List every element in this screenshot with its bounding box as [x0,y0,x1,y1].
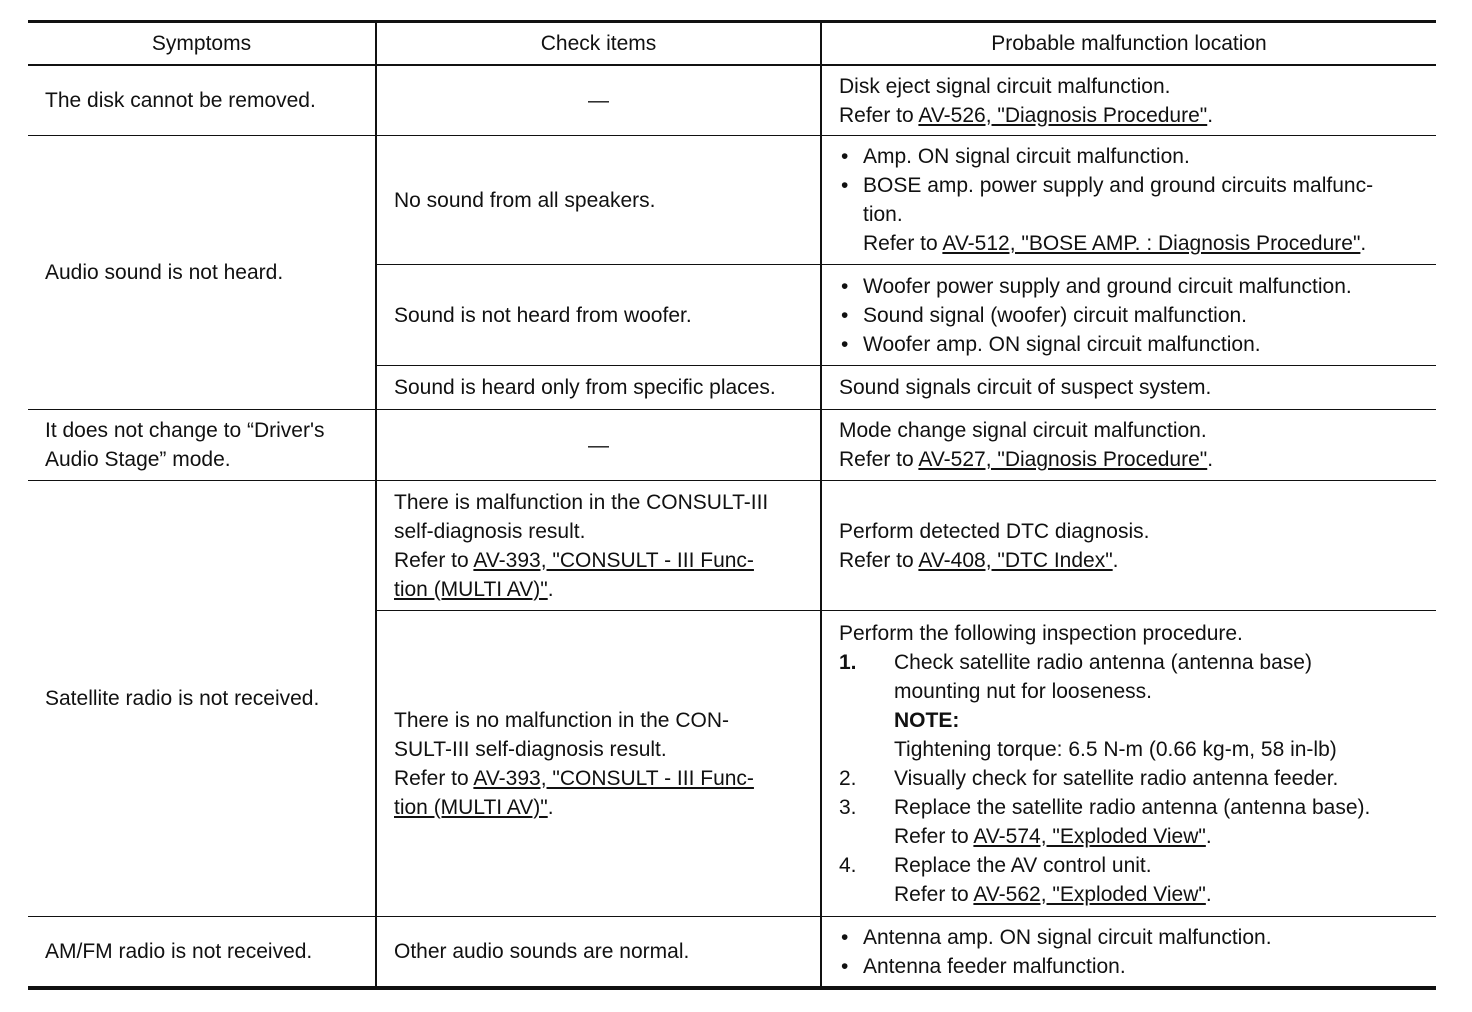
bullet-icon: • [841,954,849,978]
row5-location [822,917,1436,986]
row2-symptom [28,136,375,409]
note-text: Tightening torque: 6.5 N-m (0.66 kg-m, 58 in-lb) [894,737,1337,761]
ref-suffix: . [547,795,554,819]
bullet-item [839,142,1436,171]
ref-prefix: Refer to [839,548,919,572]
bullet-item [839,301,1436,330]
reference-line [839,546,1436,575]
procedure-step [839,851,1436,880]
header-check-items-label: Check items [540,32,657,55]
ref-link[interactable]: tion (MULTI AV)" [394,577,548,601]
ref-prefix: Refer to [394,766,474,790]
ref-suffix: . [1207,448,1214,471]
ref-prefix: Refer to [394,548,474,572]
bullet-text: Woofer amp. ON signal circuit malfunction. [863,332,1261,356]
bullet-item [839,952,1436,981]
row2a-location [822,136,1436,264]
ref-prefix: Refer to [863,232,943,255]
ref-link[interactable]: AV-393, "CONSULT - III Func- [473,548,754,572]
header-location [822,23,1436,64]
row5-symptom [28,917,375,986]
em-dash: — [588,89,609,112]
step-number: 4. [839,853,857,877]
bullet-text: BOSE amp. power supply and ground circuits malfunc- [863,174,1374,197]
ref-prefix: Refer to [839,103,919,127]
table-bottom-rule [28,986,1436,990]
check-text: Other audio sounds are normal. [394,940,690,963]
reference-line [394,764,820,793]
row4a-check [377,481,820,610]
row2b-check [377,265,820,365]
ref-prefix: Refer to [894,882,974,906]
check-text: Sound is not heard from woofer. [394,303,692,327]
check-text: There is no malfunction in the CON- [394,708,729,732]
row3-symptom [28,410,375,480]
row2c-location [822,366,1436,409]
reference-line [839,445,1436,474]
procedure-step [839,793,1436,822]
step-continuation: mounting nut for looseness. [894,679,1152,703]
check-text: There is malfunction in the CONSULT-III [394,490,769,514]
bullet-icon: • [841,174,849,197]
symptom-text: Satellite radio is not received. [45,687,320,710]
row4b-location [822,611,1436,916]
step-text: Check satellite radio antenna (antenna base) [894,650,1312,674]
row2b-location [822,265,1436,365]
row3-location [822,410,1436,480]
bullet-continuation: tion. [863,203,903,226]
ref-link[interactable]: AV-393, "CONSULT - III Func- [473,766,754,790]
symptom-text: It does not change to “Driver's [45,419,325,442]
row4b-check [377,611,820,916]
ref-link[interactable]: AV-574, "Exploded View" [973,824,1206,848]
bullet-text: Amp. ON signal circuit malfunction. [863,145,1190,168]
ref-suffix: . [1205,824,1212,848]
ref-suffix: . [1205,882,1212,906]
row1-location [822,66,1436,135]
step-number: 3. [839,795,857,819]
ref-suffix: . [1360,232,1367,255]
check-text: self-diagnosis result. [394,519,586,543]
reference-line [394,575,820,604]
reference-line [839,880,1436,909]
step-number: 1. [839,650,857,674]
step-text: Visually check for satellite radio antenna feeder. [894,766,1339,790]
bullet-item [839,171,1436,200]
ref-link[interactable]: AV-526, "Diagnosis Procedure" [918,103,1208,127]
bullet-text: Antenna feeder malfunction. [863,954,1126,978]
location-text: Perform detected DTC diagnosis. [839,519,1150,543]
bullet-icon: • [841,303,849,327]
ref-suffix: . [1207,103,1214,127]
row4-symptom [28,481,375,916]
check-text: No sound from all speakers. [394,188,656,212]
header-check-items [377,23,820,64]
bullet-icon: • [841,925,849,949]
ref-link[interactable]: AV-527, "Diagnosis Procedure" [918,448,1208,471]
bullet-text: Sound signal (woofer) circuit malfunction. [863,303,1248,327]
ref-suffix: . [547,577,554,601]
ref-link[interactable]: AV-408, "DTC Index" [918,548,1113,572]
header-location-label: Probable malfunction location [991,32,1267,55]
row2c-check [377,366,820,409]
ref-suffix: . [1112,548,1119,572]
row2a-check [377,136,820,264]
row4a-location [822,481,1436,610]
reference-line [839,229,1436,258]
ref-prefix: Refer to [839,448,919,471]
check-text: SULT-III self-diagnosis result. [394,737,667,761]
header-symptoms [28,23,375,64]
bullet-text: Woofer power supply and ground circuit malfunction. [863,274,1352,298]
row3-check [377,410,820,480]
symptom-text: AM/FM radio is not received. [45,940,313,963]
symptom-text: Audio sound is not heard. [45,261,284,284]
step-text: Replace the AV control unit. [894,853,1152,877]
row1-symptom [28,66,375,135]
ref-link[interactable]: tion (MULTI AV)" [394,795,548,819]
row1-check [377,66,820,135]
procedure-intro: Perform the following inspection procedure. [839,621,1243,645]
bullet-item [839,923,1436,952]
step-number: 2. [839,766,857,790]
ref-prefix: Refer to [894,824,974,848]
bullet-text: Antenna amp. ON signal circuit malfunction. [863,925,1272,949]
ref-link[interactable]: AV-512, "BOSE AMP. : Diagnosis Procedure" [942,232,1361,255]
symptom-text: Audio Stage” mode. [45,448,231,471]
location-text: Disk eject signal circuit malfunction. [839,74,1171,98]
location-text: Mode change signal circuit malfunction. [839,419,1207,442]
procedure-step [839,648,1436,677]
ref-link[interactable]: AV-562, "Exploded View" [973,882,1206,906]
bullet-icon: • [841,145,849,168]
check-text: Sound is heard only from specific places. [394,376,776,399]
reference-line [839,822,1436,851]
diagnosis-table [28,20,1436,990]
procedure-step [839,764,1436,793]
bullet-item [839,272,1436,301]
bullet-icon: • [841,332,849,356]
reference-line [394,546,820,575]
reference-line [839,101,1436,130]
bullet-item [839,330,1436,359]
row5-check [377,917,820,986]
reference-line [394,793,820,822]
bullet-icon: • [841,274,849,298]
header-symptoms-label: Symptoms [151,32,252,55]
symptom-text: The disk cannot be removed. [45,89,316,112]
em-dash: — [588,433,609,457]
note-label: NOTE: [894,708,960,732]
location-text: Sound signals circuit of suspect system. [839,376,1212,399]
step-text: Replace the satellite radio antenna (antenna base). [894,795,1371,819]
